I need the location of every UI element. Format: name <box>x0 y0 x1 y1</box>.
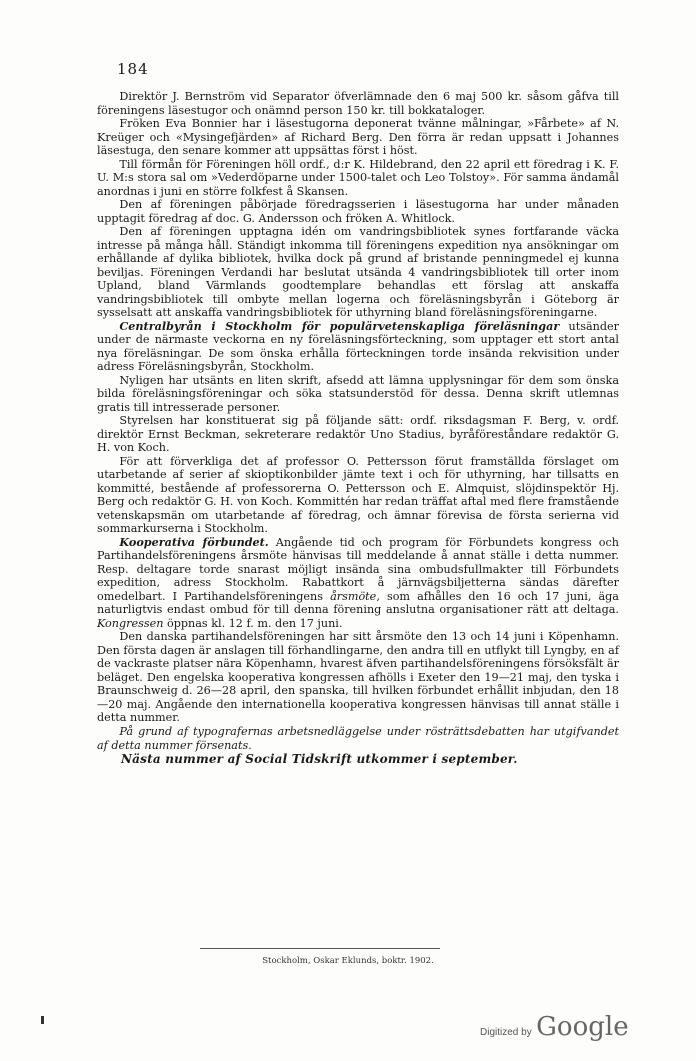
watermark-prefix: Digitized by <box>480 1027 532 1038</box>
paragraph <box>97 320 619 374</box>
section-heading: Centralbyrån i Stockholm för populärvetenskapliga föreläsningar <box>119 318 560 333</box>
paragraph: Den af föreningen påbörjade föredragsserien i läsestugorna har under månaden upptagit föredrag af doc. G. Andersson och fröken A. Whitlock. <box>97 198 619 225</box>
paragraph-text: öppnas kl. 12 f. m. den 17 juni. <box>163 616 343 630</box>
paragraph: Den af föreningen upptagna idén om vandringsbibliotek synes fortfarande väcka intresse på många håll. Ständigt inkomma till föreningens expedition nya ansökningar om erhållande af dylika bibliotek, hvilka dock på grund af bristande penningmedel ej kunna beviljas. Föreningen Verdandi har beslutat utsända 4 vandringsbibliotek till orter inom Upland, bland Värmlands goodtemplare behandlas ett förslag att anskaffa vandringsbibliotek till ombyte mellan logerna och föreläsningsbyrån i Göteborg är sysselsatt att anskaffa vandringsbibliotek för uthyrning bland föreläsningsföreningarne. <box>97 225 619 319</box>
paragraph <box>97 536 619 631</box>
emphasis: Kongressen <box>97 616 164 630</box>
divider <box>200 948 440 949</box>
paragraph: Nyligen har utsänts en liten skrift, afsedd att lämna upplysningar för dem som önska bilda föreläsningsföreningar och söka statsunderstöd för dessa. Denna skrift utlemnas gratis till intresserade personer. <box>97 373 619 414</box>
article-body <box>97 90 619 766</box>
google-logo: Google <box>536 1012 629 1042</box>
delay-notice: På grund af typografernas arbetsnedläggelse under rösträttsdebatten har utgifvandet af detta nummer försenats. <box>97 724 619 752</box>
paragraph: Direktör J. Bernström vid Separator öfverlämnade den 6 maj 500 kr. såsom gåfva till föreningens läsestugor och onämnd person 150 kr. till bokkataloger. <box>97 90 619 117</box>
paragraph: Den danska partihandelsföreningen har sitt årsmöte den 13 och 14 juni i Köpenhamn. Den första dagen är anslagen till förhandlingarne, den andra till en utflykt till Lyngby, en af de vackraste platser nära Köpenhamn, hvarest äfven partihandelsföreningens försöksfält är beläget. Den engelska kooperativa kongressen afhölls i Exeter den 19—21 maj, den tyska i Braunschweig d. 26—28 april, den spanska, till hvilken förbundet erhållit inbjudan, den 18—20 maj. Angående den internationella kooperativa kongressen hänvisas till annat ställe i detta nummer. <box>97 630 619 724</box>
paragraph: För att förverkliga det af professor O. Pettersson förut framställda förslaget om utarbetande af serier af skioptikonbilder jämte text i och för uthyrning, har tillsatts en kommitté, bestående af professorerna O. Pettersson och E. Almquist, slöjdinspektör Hj. Berg och redaktör G. H. von Koch. Kommittén har redan träffat aftal med flere framstående vetenskapsmän om utarbetande af föredrag, och ämnar förevisa de första serierna vid sommarkurserna i Stockholm. <box>97 454 619 535</box>
page-number: 184 <box>117 60 149 78</box>
next-issue-notice: Nästa nummer af Social Tidskrift utkommer i september. <box>121 751 518 766</box>
printer-imprint: Stockholm, Oskar Eklunds, boktr. 1902. <box>262 956 434 966</box>
paragraph-text: utsänder under de närmaste veckorna en ny föreläsningsförteckning, som upptager ett stort antal nya föreläsningar. De som önska erhålla förteckningen torde insända rekvisition under adress Föreläsningsbyrån, Stockholm. <box>97 319 619 373</box>
paragraph-text: Angående tid och program för Förbundets kongress och Partihandelsföreningens årsmöte hänvisas till meddelande å annat ställe i detta nummer. Resp. deltagare torde snarast möjligt insända sina ombudsfullmakter till Förbundets expedition, adress Stockholm. Rabattkort å järnvägsbiljetterna sändas därefter omedelbart. I Partihandelsföreningens <box>97 535 619 603</box>
paragraph: Till förmån för Föreningen höll ordf., d:r K. Hildebrand, den 22 april ett föredrag i K. F. U. M:s stora sal om »Vederdöparne under 1500-talet och Leo Tolstoy». För samma ändamål anordnas i juni en större folkfest å Skansen. <box>97 157 619 198</box>
paragraph-text: , som afhålles den 16 och 17 juni, äga naturligtvis endast ombud för till denna förening anslutna organisationer rätt att deltaga. <box>97 589 619 616</box>
section-heading: Kooperativa förbundet. <box>119 534 269 549</box>
margin-mark <box>41 1016 44 1024</box>
emphasis: årsmöte <box>330 589 377 603</box>
paragraph: Styrelsen har konstituerat sig på följande sätt: ordf. riksdagsman F. Berg, v. ordf. direktör Ernst Beckman, sekreterare redaktör Uno Stadius, byråföreståndare redaktör G. H. von Koch. <box>97 414 619 454</box>
digitization-watermark <box>480 1012 629 1042</box>
paragraph: Fröken Eva Bonnier har i läsestugorna deponerat tvänne målningar, »Fårbete» af N. Kreüger och «Mysingefjärden» af Richard Berg. Den förra är redan uppsatt i Johannes läsestuga, den senare kommer att uppsättas först i höst. <box>97 117 619 157</box>
